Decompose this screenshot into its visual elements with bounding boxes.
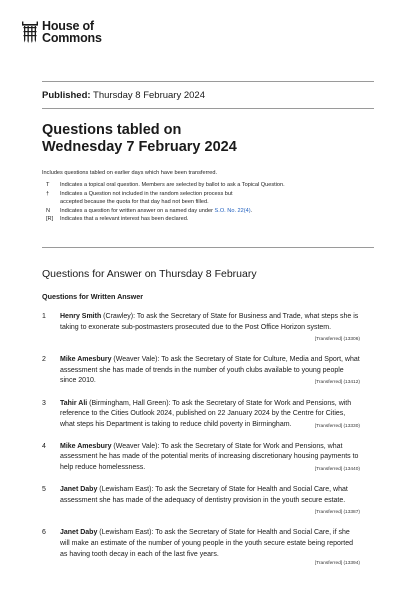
questions-list <box>42 312 360 577</box>
question-text: (Weaver Vale): To ask the Secretary of State for Work and Pensions, what assessment he has made of the potential merits of increasing discretionary housing payments to help reduce homelessness. <box>60 442 359 472</box>
legend-symbol: T <box>46 182 50 188</box>
logo-wordmark <box>42 20 102 44</box>
page-title <box>42 122 237 156</box>
section-subheading: Questions for Written Answer <box>42 292 144 301</box>
question-body <box>60 442 360 476</box>
question-item <box>42 312 360 346</box>
legend-row <box>42 190 362 199</box>
question-body <box>60 528 360 567</box>
logo-line-1: House of <box>42 19 94 33</box>
question-item <box>42 442 360 476</box>
question-text: (Lewisham East): To ask the Secretary of State for Health and Social Care, what assessment she has made of the adequacy of dentistry provision in the youth secure estate. <box>60 486 348 504</box>
question-text: (Weaver Vale): To ask the Secretary of State for Culture, Media and Sport, what assessment she has made of trends in the number of youth clubs available to young people since 2010. <box>60 356 360 385</box>
member-name: Janet Daby <box>60 486 98 494</box>
question-reference: [Transferred] (13330) <box>314 423 360 429</box>
legend-symbol: N <box>46 207 51 214</box>
question-number: 6 <box>42 529 46 537</box>
question-number: 3 <box>42 399 46 407</box>
standing-order-link[interactable]: S.O. No. 22(4) <box>214 207 251 214</box>
legend-text-tail: . <box>250 207 253 214</box>
top-divider <box>42 81 374 82</box>
legend-text: Indicates a topical oral question. Members are selected by ballot to ask a Topical Question. <box>60 182 285 188</box>
question-item <box>42 528 360 567</box>
member-name: Janet Daby <box>60 529 98 537</box>
question-item <box>42 355 360 389</box>
question-reference: [Transferred] (13412) <box>314 380 360 386</box>
question-body <box>60 399 360 433</box>
legend-text <box>60 207 362 216</box>
legend-row <box>42 207 362 216</box>
question-text: (Crawley): To ask the Secretary of State for Business and Trade, what steps she is taking to exonerate sub-postmasters prosecuted due to the Post Office Horizon system. <box>60 313 359 331</box>
published-date: Thursday 8 February 2024 <box>93 90 205 101</box>
legend-row <box>42 181 362 190</box>
member-name: Mike Amesbury <box>60 442 112 450</box>
question-number: 5 <box>42 486 46 494</box>
legend-text: Indicates that a relevant interest has been declared. <box>60 216 189 222</box>
intro-note: Includes questions tabled on earlier days which have been transferred. <box>42 170 218 176</box>
legend-symbol: † <box>46 190 50 197</box>
published-line <box>42 90 205 101</box>
legend-text-main: Indicates a question for written answer on a named day under <box>60 207 215 214</box>
legend-divider <box>42 247 374 248</box>
section-heading: Questions for Answer on Thursday 8 February <box>42 268 257 280</box>
question-reference: [Transferred] (13394) <box>314 561 360 567</box>
question-body <box>60 485 360 519</box>
logo-line-2: Commons <box>42 31 102 45</box>
question-number: 1 <box>42 313 46 320</box>
question-body <box>60 312 360 346</box>
question-reference: [Transferred] (13440) <box>314 467 360 473</box>
legend-symbol <box>42 198 60 207</box>
question-body <box>60 355 360 389</box>
question-number: 4 <box>42 442 46 450</box>
legend-row <box>42 198 362 207</box>
legend-text: Indicates a Question not included in the random selection process but <box>60 190 233 197</box>
legend-row <box>42 215 362 224</box>
legend-text: accepted because the quota for that day had not been filled. <box>60 199 209 205</box>
question-reference: [Transferred] (13306) <box>314 337 360 343</box>
question-text: (Lewisham East): To ask the Secretary of State for Health and Social Care, if she will make an estimate of the number of young people in the youth secure estate being reported as having tooth decay in each of the last five years. <box>60 529 354 558</box>
question-reference: [Transferred] (13387) <box>314 510 360 516</box>
house-of-commons-logo <box>22 20 102 44</box>
title-line-1: Questions tabled on <box>42 122 182 138</box>
published-divider <box>42 108 374 109</box>
published-label: Published: <box>42 90 91 101</box>
question-item <box>42 485 360 519</box>
member-name: Henry Smith <box>60 313 102 320</box>
title-line-2: Wednesday 7 February 2024 <box>42 139 237 155</box>
portcullis-icon <box>22 21 38 43</box>
legend-symbol: [R] <box>46 216 54 222</box>
member-name: Tahir Ali <box>60 399 88 407</box>
question-number: 2 <box>42 356 46 364</box>
symbol-legend <box>42 181 362 224</box>
question-text: (Birmingham, Hall Green): To ask the Secretary of State for Work and Pensions, with reference to the Cities Outlook 2024, published on 22 January 2024 by the Centre for Cities, what steps his Department is taking to reduce child poverty in Birmingham. <box>60 399 352 428</box>
member-name: Mike Amesbury <box>60 356 112 364</box>
question-item <box>42 399 360 433</box>
